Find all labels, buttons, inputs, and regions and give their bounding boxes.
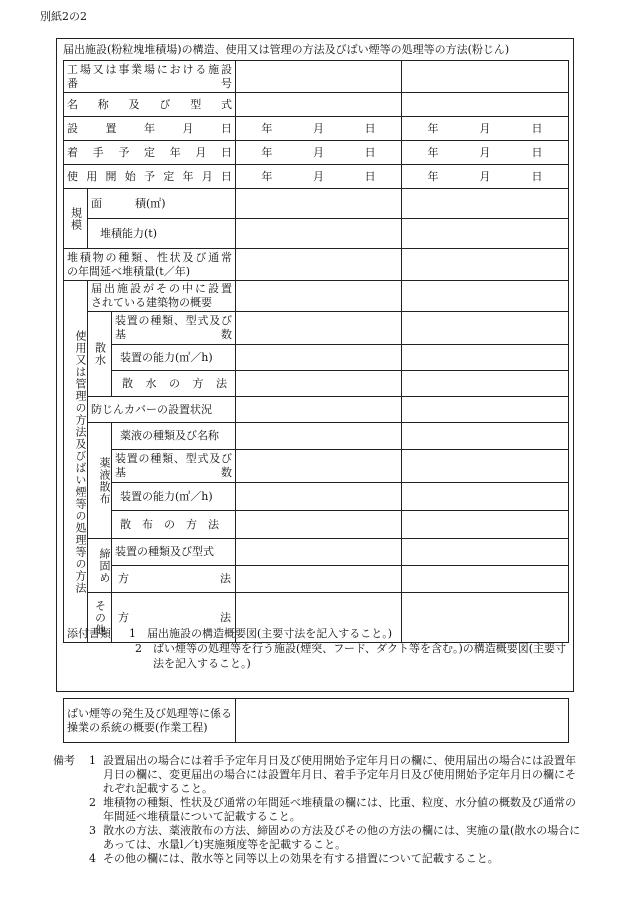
chemical-device-capacity-cell-2[interactable] [402,483,569,511]
sprinkle-label: 散水 [88,312,112,397]
row-deposit [64,249,569,281]
capacity-label: 堆積能力(t) [88,219,236,249]
chemical-device-type-cell-1[interactable] [236,450,402,483]
dust-cover-cell-2[interactable] [402,397,569,423]
compaction-method-cell-1[interactable] [236,566,402,593]
building-cell-2[interactable] [402,281,569,312]
sprinkle-method-cell-1[interactable] [236,371,402,397]
scale-label: 規模 [64,189,88,249]
installation-date-cell-2[interactable]: 年 月 日 [402,117,569,141]
row-name-model [64,93,569,117]
chemical-label: 薬液散布 [88,423,112,539]
name-model-label: 名称及び型式 [64,93,236,117]
row-chemical-device-type [64,450,569,483]
chemical-device-type-label: 装置の種類、型式及び 基 数 [112,450,236,483]
row-use-start [64,165,569,189]
spread-method-label: 散布の方法 [112,511,236,539]
row-compaction-method [64,566,569,593]
area-cell-2[interactable] [402,189,569,219]
remarks-label: 備考 [53,754,75,767]
facility-number-cell-1[interactable] [236,61,402,93]
compaction-method-cell-2[interactable] [402,566,569,593]
other-method-label: 方法 [112,593,236,643]
process-cell[interactable] [236,699,569,743]
compaction-method-label: 方法 [112,566,236,593]
attachments-label: 添付書類 [67,627,111,640]
use-start-cell-1[interactable]: 年 月 日 [236,165,402,189]
row-installation-date [64,117,569,141]
row-sprinkle-device-capacity [64,345,569,371]
row-chemical-device-capacity [64,483,569,511]
compaction-label: 締固め [88,539,112,593]
other-label: その他 [88,593,112,643]
row-dust-cover [64,397,569,423]
name-model-cell-1[interactable] [236,93,402,117]
facility-table [63,60,569,643]
annex-number: 別紙2の2 [40,10,87,23]
dust-cover-cell-1[interactable] [236,397,402,423]
row-spread-method [64,511,569,539]
facility-number-label: 工場又は事業場における施設 番 号 [64,61,236,93]
attachment-item: 1 届出施設の構造概要図(主要寸法を記入すること。) [129,627,393,640]
row-compaction-device [64,539,569,566]
compaction-device-cell-1[interactable] [236,539,402,566]
sprinkle-device-capacity-cell-2[interactable] [402,345,569,371]
sprinkle-device-type-cell-2[interactable] [402,312,569,345]
remark-item: 3 散水の方法、薬液散布の方法、締固めの方法及びその他の方法の欄には、実施の量(散水の場合にあっては、水量l／t)実施頻度等を記載すること。 [89,824,581,851]
deposit-cell-2[interactable] [402,249,569,281]
construction-start-cell-2[interactable]: 年 月 日 [402,141,569,165]
method-group-label: 使用又は管理の方法及びばい煙等の処理等の方法 [64,281,88,643]
installation-date-cell-1[interactable]: 年 月 日 [236,117,402,141]
remark-item: 2 堆積物の種類、性状及び通常の年間延べ堆積量の欄には、比重、粒度、水分値の概数及び通常の年間延べ堆積量について記載すること。 [89,796,576,823]
capacity-cell-2[interactable] [402,219,569,249]
compaction-device-cell-2[interactable] [402,539,569,566]
row-building [64,281,569,312]
process-table [63,698,569,743]
building-cell-1[interactable] [236,281,402,312]
use-start-cell-2[interactable]: 年 月 日 [402,165,569,189]
facility-number-cell-2[interactable] [402,61,569,93]
sprinkle-device-type-cell-1[interactable] [236,312,402,345]
sprinkle-device-capacity-label: 装置の能力(㎥／h) [112,345,236,371]
area-label: 面 積(㎡) [88,189,236,219]
remark-item: 4 その他の欄には、散水等と同等以上の効果を有する措置について記載すること。 [89,852,499,865]
chemical-device-capacity-label: 装置の能力(㎥／h) [112,483,236,511]
spread-method-cell-2[interactable] [402,511,569,539]
installation-date-label: 設置年月日 [64,117,236,141]
attachment-item: 2 ばい煙等の処理等を行う施設(煙突、フード、ダクト等を含む。)の構造概要図(主要寸法を記入すること。) [135,642,567,670]
sprinkle-device-capacity-cell-1[interactable] [236,345,402,371]
sprinkle-method-cell-2[interactable] [402,371,569,397]
row-construction-start [64,141,569,165]
row-chemical-type [64,423,569,450]
compaction-device-label: 装置の種類及び型式 [112,539,236,566]
construction-start-cell-1[interactable]: 年 月 日 [236,141,402,165]
chemical-device-type-cell-2[interactable] [402,450,569,483]
chemical-type-cell-2[interactable] [402,423,569,450]
chemical-device-capacity-cell-1[interactable] [236,483,402,511]
form-caption: 届出施設(粉粒塊堆積場)の構造、使用又は管理の方法及びばい煙等の処理等の方法(粉じん) [63,43,510,56]
row-capacity [64,219,569,249]
use-start-label: 使用開始予定年月日 [64,165,236,189]
deposit-cell-1[interactable] [236,249,402,281]
remark-item: 1 設置届出の場合には着手予定年月日及び使用開始予定年月日の欄に、使用届出の場合には設置年月日の欄に、変更届出の場合には設置年月日、着手予定年月日及び使用開始予定年月日の欄にそれぞれ記載すること。 [89,754,576,795]
sprinkle-method-label: 散水の方法 [112,371,236,397]
row-facility-number [64,61,569,93]
capacity-cell-1[interactable] [236,219,402,249]
row-sprinkle-method [64,371,569,397]
dust-cover-label: 防じんカバーの設置状況 [88,397,236,423]
row-area [64,189,569,219]
building-label: 届出施設がその中に設置 されている建築物の概要 [88,281,236,312]
chemical-type-cell-1[interactable] [236,423,402,450]
name-model-cell-2[interactable] [402,93,569,117]
row-sprinkle-device-type [64,312,569,345]
sprinkle-device-type-label: 装置の種類、型式及び 基 数 [112,312,236,345]
chemical-type-label: 薬液の種類及び名称 [112,423,236,450]
construction-start-label: 着手予定年月日 [64,141,236,165]
area-cell-1[interactable] [236,189,402,219]
spread-method-cell-1[interactable] [236,511,402,539]
deposit-label: 堆積物の種類、性状及び通常 の年間延べ堆積量(t／年) [64,249,236,281]
process-label: ばい煙等の発生及び処理等に係る操業の系統の概要(作業工程) [64,699,236,743]
